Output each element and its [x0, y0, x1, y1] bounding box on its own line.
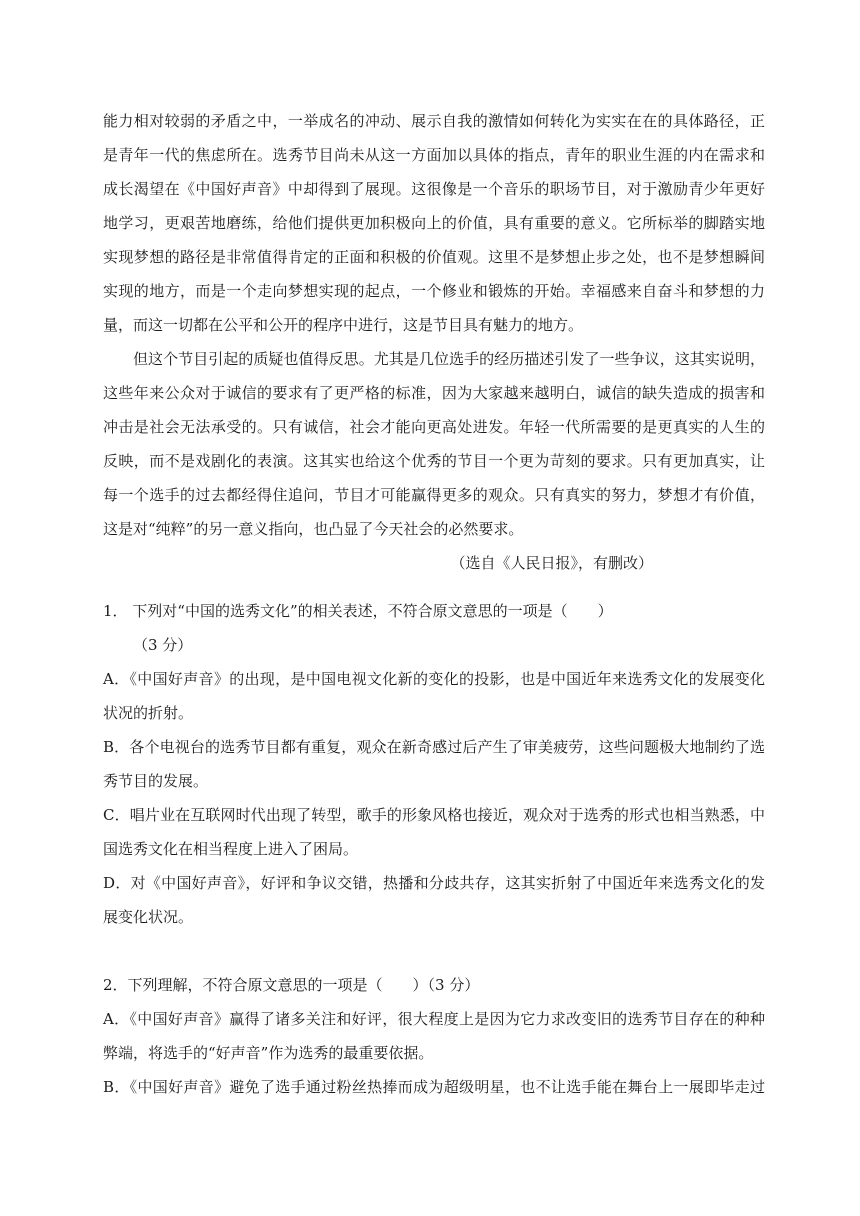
option-b	[103, 1070, 765, 1104]
option-line: A．《中国好声音》赢得了诸多关注和好评，很大程度上是因为它力求改变旧的选秀节目存在的种种	[103, 1010, 765, 1028]
source-citation: （选自《人民日报》，有删改）	[450, 554, 653, 572]
question-score: （3 分）	[133, 636, 193, 654]
text-line: 每一个选手的过去都经得住追问，节目才可能赢得更多的观众。只有真实的努力，梦想才有价值，	[103, 486, 765, 504]
option-line: 展变化状况。	[103, 908, 194, 926]
question-2	[103, 968, 765, 1104]
option-line: 状况的折射。	[103, 704, 194, 722]
text-line: 能力相对较弱的矛盾之中，一举成名的冲动、展示自我的激情如何转化为实实在在的具体路径，正	[103, 112, 765, 130]
option-line: A．《中国好声音》的出现，是中国电视文化新的变化的投影，也是中国近年来选秀文化的发展变化	[103, 670, 765, 688]
text-line: 实现的地方，而是一个走向梦想实现的起点，一个修业和锻炼的开始。幸福感来自奋斗和梦想的力	[103, 282, 765, 300]
passage-paragraph-2	[103, 342, 765, 546]
text-line: 冲击是社会无法承受的。只有诚信，社会才能向更高处进发。年轻一代所需要的是更真实的人生的	[103, 418, 765, 436]
option-line: 弊端，将选手的“好声音”作为选秀的最重要依据。	[103, 1044, 434, 1062]
passage-paragraph-1	[103, 104, 765, 342]
option-c	[103, 798, 765, 866]
option-a	[103, 1002, 765, 1070]
document-page	[103, 104, 765, 1104]
text-line: 实现梦想的路径是非常值得肯定的正面和积极的价值观。这里不是梦想止步之处，也不是梦想瞬间	[103, 248, 765, 266]
text-line: 反映，而不是戏剧化的表演。这其实也给这个优秀的节目一个更为苛刻的要求。只有更加真实，让	[103, 452, 765, 470]
question-stem: 1． 下列对“中国的选秀文化”的相关表述，不符合原文意思的一项是（ ）	[103, 602, 613, 620]
text-line: 是青年一代的焦虑所在。选秀节目尚未从这一方面加以具体的指点，青年的职业生涯的内在需求和	[103, 146, 765, 164]
option-line: C．唱片业在互联网时代出现了转型，歌手的形象风格也接近，观众对于选秀的形式也相当熟悉，中	[103, 806, 765, 824]
option-line: B．《中国好声音》避免了选手通过粉丝热捧而成为超级明星，也不让选手能在舞台上一展即毕走过	[103, 1078, 765, 1096]
spacer	[103, 934, 765, 968]
text-line: 但这个节目引起的质疑也值得反思。尤其是几位选手的经历描述引发了一些争议，这其实说明，	[133, 350, 765, 368]
option-a	[103, 662, 765, 730]
text-line: 这些年来公众对于诚信的要求有了更严格的标准，因为大家越来越明白，诚信的缺失造成的损害和	[103, 384, 765, 402]
text-line: 这是对“纯粹”的另一意义指向，也凸显了今天社会的必然要求。	[103, 520, 524, 538]
option-line: 国选秀文化在相当程度上进入了困局。	[103, 840, 359, 858]
option-b	[103, 730, 765, 798]
option-line: 秀节目的发展。	[103, 772, 209, 790]
option-line: B．各个电视台的选秀节目都有重复，观众在新奇感过后产生了审美疲劳，这些问题极大地制约了选	[103, 738, 765, 756]
option-line: D．对《中国好声音》，好评和争议交错，热播和分歧共存，这其实折射了中国近年来选秀文化的发	[103, 874, 765, 892]
text-line: 地学习，更艰苦地磨练，给他们提供更加积极向上的价值，具有重要的意义。它所标举的脚踏实地	[103, 214, 765, 232]
option-d	[103, 866, 765, 934]
text-line: 量，而这一切都在公平和公开的程序中进行，这是节目具有魅力的地方。	[103, 316, 584, 334]
question-stem: 2．下列理解，不符合原文意思的一项是（ ）（3 分）	[103, 976, 480, 994]
text-line: 成长渴望在《中国好声音》中却得到了展现。这很像是一个音乐的职场节目，对于激励青少年更好	[103, 180, 765, 198]
question-1	[103, 594, 765, 934]
